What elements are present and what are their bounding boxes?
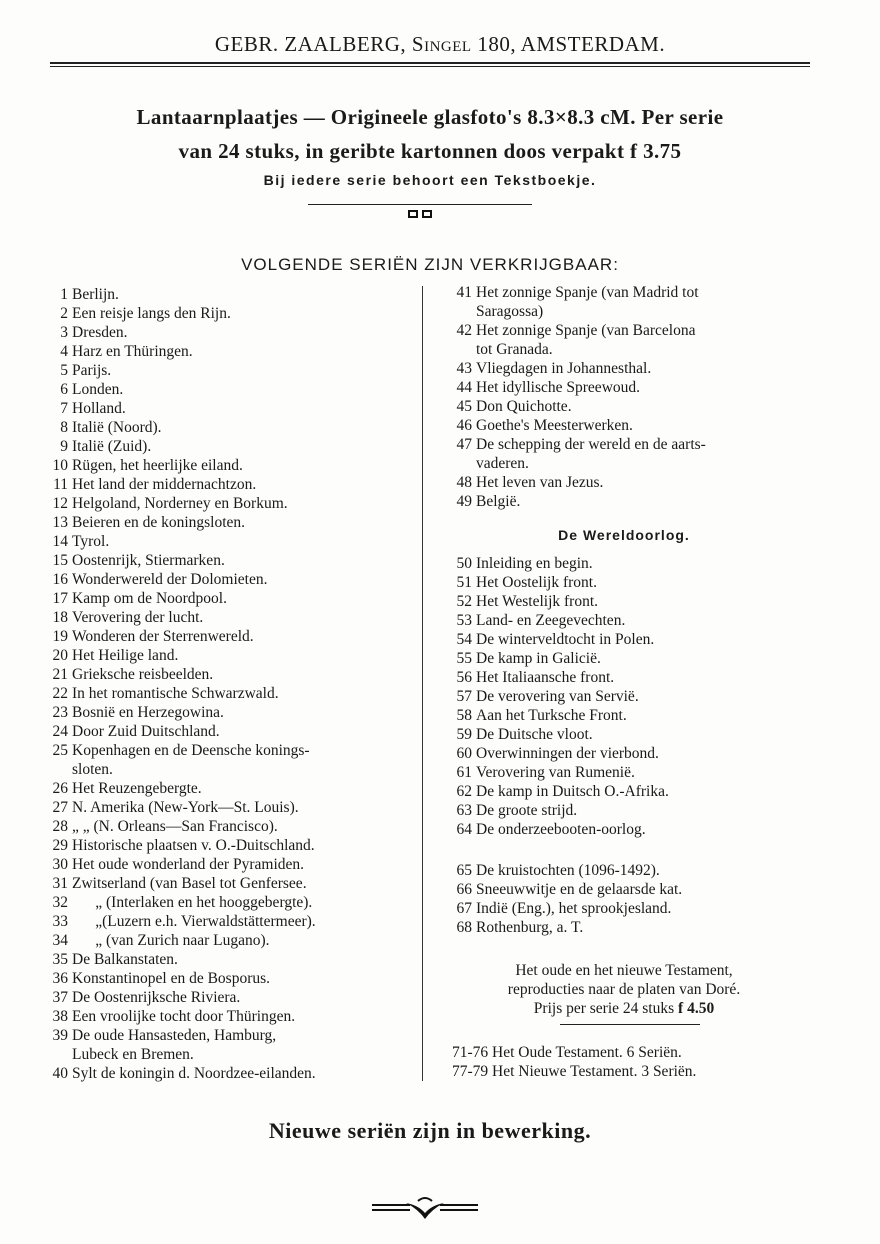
series-title: Rothenburg, a. T.: [476, 919, 584, 936]
series-number: 48: [456, 474, 472, 491]
series-title: Vliegdagen in Johannesthal.: [476, 360, 652, 377]
testament-rule: [560, 1024, 700, 1025]
series-number: 9: [60, 438, 68, 455]
series-number: 40: [52, 1065, 68, 1082]
series-title: De oude Hansasteden, Hamburg,: [72, 1027, 277, 1044]
series-title: Het oude wonderland der Pyramiden.: [72, 856, 305, 873]
series-number: 64: [456, 821, 472, 838]
list-item: [444, 861, 804, 880]
series-title: Overwinningen der vierbond.: [476, 745, 659, 762]
list-item: [40, 741, 410, 760]
series-number: 67: [456, 900, 472, 917]
series-title: Bosnië en Herzegowina.: [72, 704, 224, 721]
series-number: 18: [52, 609, 68, 626]
series-title: België.: [476, 493, 521, 510]
series-number: 1: [60, 286, 68, 303]
list-item: [40, 1064, 410, 1083]
series-number: 63: [456, 802, 472, 819]
series-title: Een vroolijke tocht door Thüringen.: [72, 1008, 296, 1025]
series-title: sloten.: [72, 761, 113, 778]
war-heading: De Wereldoorlog.: [558, 527, 690, 543]
list-item: [444, 473, 804, 492]
list-item: [444, 302, 804, 321]
list-item: [444, 649, 804, 668]
list-item: [444, 592, 804, 611]
list-item: [40, 1007, 410, 1026]
series-title: Dresden.: [72, 324, 128, 341]
subtitle: Bij iedere serie behoort een Tekstboekje.: [263, 172, 597, 188]
list-item: [444, 880, 804, 899]
divider-rule: [308, 204, 532, 205]
list-item: [40, 836, 410, 855]
list-item: [40, 874, 410, 893]
series-number: 30: [52, 856, 68, 873]
list-item: [40, 760, 410, 779]
list-item: [444, 668, 804, 687]
series-number: 43: [456, 360, 472, 377]
series-title: Het zonnige Spanje (van Barcelona: [476, 322, 696, 339]
series-number: 22: [52, 685, 68, 702]
list-item: [40, 969, 410, 988]
series-number: 49: [456, 493, 472, 510]
series-title: De onderzeebooten-oorlog.: [476, 821, 646, 838]
list-item: [444, 397, 804, 416]
series-title: Wonderwereld der Dolomieten.: [72, 571, 268, 588]
list-item: [444, 454, 804, 473]
left-series-list: [40, 285, 410, 1083]
series-number: 31: [52, 875, 68, 892]
series-number: 16: [52, 571, 68, 588]
series-number: [444, 454, 476, 473]
list-item: [40, 931, 410, 950]
series-title: Het leven van Jezus.: [476, 474, 604, 491]
series-title: De kamp in Duitsch O.-Afrika.: [476, 783, 669, 800]
series-title: Het Oostelijk front.: [476, 574, 597, 591]
footer-note: Nieuwe seriën zijn in bewerking.: [268, 1118, 592, 1143]
series-title: Inleiding en begin.: [476, 555, 593, 572]
list-item: [444, 801, 804, 820]
series-number: 21: [52, 666, 68, 683]
header-text-1: GEBR. ZAALBERG,: [214, 32, 412, 56]
series-number: 54: [456, 631, 472, 648]
war-series-list: [444, 554, 804, 839]
series-title: Door Zuid Duitschland.: [72, 723, 220, 740]
series-title: Saragossa): [476, 303, 544, 320]
list-item: [40, 779, 410, 798]
series-title: De kruistochten (1096-1492).: [476, 862, 660, 879]
list-item: [444, 611, 804, 630]
series-number: 66: [456, 881, 472, 898]
series-title: Holland.: [72, 400, 126, 417]
testament-line-1: Het oude en het nieuwe Testament,: [515, 962, 733, 979]
list-item: [444, 554, 804, 573]
series-number: [444, 340, 476, 359]
list-item: [444, 725, 804, 744]
series-number: 11: [53, 476, 68, 493]
header-rule-thin: [50, 66, 810, 67]
series-number: 37: [52, 989, 68, 1006]
series-title: Wonderen der Sterrenwereld.: [72, 628, 254, 645]
series-title: Een reisje langs den Rijn.: [72, 305, 231, 322]
series-title: De winterveldtocht in Polen.: [476, 631, 655, 648]
list-item: [40, 817, 410, 836]
series-number: 47: [456, 436, 472, 453]
list-item: [40, 399, 410, 418]
series-title: Grieksche reisbeelden.: [72, 666, 214, 683]
series-title: Berlijn.: [72, 286, 119, 303]
testament-line-2: reproducties naar de platen van Doré.: [507, 981, 741, 998]
flourish-ornament-icon: [370, 1193, 480, 1223]
series-title: Verovering der lucht.: [72, 609, 204, 626]
series-number: 10: [52, 457, 68, 474]
series-number: 12: [52, 495, 68, 512]
list-item: [40, 570, 410, 589]
series-title: Verovering van Rumenië.: [476, 764, 635, 781]
header-text-3: 180, AMSTERDAM.: [471, 32, 666, 56]
list-item: [444, 782, 804, 801]
title-line-1: Lantaarnplaatjes — Origineele glasfoto's 8.3×8.3 cM. Per serie: [136, 105, 724, 129]
series-title: tot Granada.: [476, 341, 553, 358]
series-number: 33: [52, 913, 68, 930]
list-item: [40, 342, 410, 361]
series-title: De Duitsche vloot.: [476, 726, 593, 743]
list-item: [40, 988, 410, 1007]
series-title: De kamp in Galicië.: [476, 650, 601, 667]
series-number: 2: [60, 305, 68, 322]
series-number: 62: [456, 783, 472, 800]
series-title: Het zonnige Spanje (van Madrid tot: [476, 284, 699, 301]
list-item: [40, 627, 410, 646]
series-title: Kamp om de Noordpool.: [72, 590, 227, 607]
series-number: 3: [60, 324, 68, 341]
square-ornament-icon: [405, 210, 435, 222]
series-number: 23: [52, 704, 68, 721]
list-item: [40, 722, 410, 741]
list-item: [444, 706, 804, 725]
page-header: [50, 32, 830, 57]
list-item: [444, 820, 804, 839]
series-number: 7: [60, 400, 68, 417]
series-number: [40, 1045, 72, 1064]
series-title: Historische plaatsen v. O.-Duitschland.: [72, 837, 315, 854]
series-number: 34: [52, 932, 68, 949]
list-item: [40, 323, 410, 342]
list-item: [40, 285, 410, 304]
series-number: 39: [52, 1027, 68, 1044]
testament-series-2: 77-79 Het Nieuwe Testament. 3 Seriën.: [452, 1063, 697, 1080]
list-item: [40, 1045, 410, 1064]
list-item: [40, 608, 410, 627]
series-title: Het Reuzengebergte.: [72, 780, 202, 797]
list-item: [444, 416, 804, 435]
list-item: [40, 513, 410, 532]
right-series-list: [444, 283, 804, 511]
list-item: [40, 950, 410, 969]
series-title: Indië (Eng.), het sprookjesland.: [476, 900, 672, 917]
list-item: [40, 551, 410, 570]
list-item: [40, 456, 410, 475]
list-item: [444, 573, 804, 592]
title-line-2: van 24 stuks, in geribte kartonnen doos verpakt f 3.75: [178, 139, 682, 163]
list-item: [444, 321, 804, 340]
series-number: 36: [52, 970, 68, 987]
series-title: N. Amerika (New-York—St. Louis).: [72, 799, 299, 816]
series-number: 27: [52, 799, 68, 816]
testament-series: [452, 1043, 804, 1081]
series-title: Don Quichotte.: [476, 398, 572, 415]
series-number: 17: [52, 590, 68, 607]
list-item: [444, 918, 804, 937]
list-item: [40, 380, 410, 399]
series-number: 6: [60, 381, 68, 398]
series-number: 32: [52, 894, 68, 911]
list-item: [40, 589, 410, 608]
list-item: [40, 494, 410, 513]
page-title: [40, 100, 820, 168]
series-number: 44: [456, 379, 472, 396]
series-number: 4: [60, 343, 68, 360]
series-title: Sylt de koningin d. Noordzee-eilanden.: [72, 1065, 316, 1082]
series-number: 59: [456, 726, 472, 743]
list-item: [40, 893, 410, 912]
series-title: Goethe's Meesterwerken.: [476, 417, 633, 434]
series-number: 15: [52, 552, 68, 569]
series-title: Het Heilige land.: [72, 647, 179, 664]
list-item: [40, 684, 410, 703]
series-number: 24: [52, 723, 68, 740]
series-number: 52: [456, 593, 472, 610]
series-title: Het Westelijk front.: [476, 593, 599, 610]
series-number: 35: [52, 951, 68, 968]
series-number: 50: [456, 555, 472, 572]
series-title: Lubeck en Bremen.: [72, 1046, 194, 1063]
series-title: Beieren en de koningsloten.: [72, 514, 246, 531]
list-item: [444, 340, 804, 359]
series-number: 20: [52, 647, 68, 664]
series-number: 38: [52, 1008, 68, 1025]
series-number: 29: [52, 837, 68, 854]
series-title: De groote strijd.: [476, 802, 578, 819]
series-number: 14: [52, 533, 68, 550]
series-number: 65: [456, 862, 472, 879]
list-item: [40, 304, 410, 323]
series-title: „(Luzern e.h. Vierwaldstättermeer).: [72, 913, 316, 930]
list-item: [40, 665, 410, 684]
header-rule-thick: [50, 62, 810, 64]
header-text-2: Singel: [411, 32, 472, 56]
series-number: 68: [456, 919, 472, 936]
series-title: Londen.: [72, 381, 124, 398]
list-item: [40, 646, 410, 665]
list-item: [444, 744, 804, 763]
list-item: [444, 687, 804, 706]
testament-series-1: 71-76 Het Oude Testament. 6 Seriën.: [452, 1044, 682, 1061]
column-divider: [422, 286, 423, 1081]
series-title: De verovering van Servië.: [476, 688, 639, 705]
series-number: 41: [456, 284, 472, 301]
series-title: Konstantinopel en de Bosporus.: [72, 970, 271, 987]
list-item: [40, 532, 410, 551]
list-item: [444, 378, 804, 397]
series-title: Land- en Zeegevechten.: [476, 612, 626, 629]
series-title: „ „ (N. Orleans—San Francisco).: [72, 818, 278, 835]
testament-block: [444, 961, 804, 1018]
list-item: [444, 492, 804, 511]
series-title: Parijs.: [72, 362, 112, 379]
series-number: 60: [456, 745, 472, 762]
series-number: [444, 302, 476, 321]
series-number: 45: [456, 398, 472, 415]
series-title: De schepping der wereld en de aarts-: [476, 436, 706, 453]
series-number: 8: [60, 419, 68, 436]
series-title: vaderen.: [476, 455, 529, 472]
series-title: Sneeuwwitje en de gelaarsde kat.: [476, 881, 683, 898]
list-item: [40, 855, 410, 874]
series-number: 26: [52, 780, 68, 797]
list-item: [444, 283, 804, 302]
list-item: [40, 798, 410, 817]
series-title: „ (Interlaken en het hooggebergte).: [72, 894, 313, 911]
series-title: De Balkanstaten.: [72, 951, 178, 968]
series-number: 19: [52, 628, 68, 645]
series-number: 51: [456, 574, 472, 591]
series-number: 5: [60, 362, 68, 379]
available-heading: VOLGENDE SERIËN ZIJN VERKRIJGBAAR:: [241, 255, 619, 274]
series-number: 42: [456, 322, 472, 339]
list-item: [40, 418, 410, 437]
list-item: [40, 475, 410, 494]
series-title: Kopenhagen en de Deensche konings-: [72, 742, 310, 759]
series-number: 25: [52, 742, 68, 759]
list-item: [40, 1026, 410, 1045]
series-title: Tyrol.: [72, 533, 110, 550]
series-title: Het Italiaansche front.: [476, 669, 615, 686]
series-title: „ (van Zurich naar Lugano).: [72, 932, 270, 949]
series-title: Rügen, het heerlijke eiland.: [72, 457, 243, 474]
list-item: [444, 435, 804, 454]
series-title: De Oostenrijksche Riviera.: [72, 989, 241, 1006]
series-number: 61: [456, 764, 472, 781]
list-item: [444, 630, 804, 649]
series-title: Het land der middernachtzon.: [72, 476, 257, 493]
list-item: [40, 361, 410, 380]
series-title: Oostenrijk, Stiermarken.: [72, 552, 225, 569]
series-title: Zwitserland (van Basel tot Genfersee.: [72, 875, 307, 892]
series-title: Harz en Thüringen.: [72, 343, 193, 360]
list-item: [40, 912, 410, 931]
list-item: [444, 359, 804, 378]
series-number: 13: [52, 514, 68, 531]
series-number: 46: [456, 417, 472, 434]
series-title: Italië (Zuid).: [72, 438, 152, 455]
list-item: [444, 899, 804, 918]
series-title: Het idyllische Spreewoud.: [476, 379, 641, 396]
testament-price: f 4.50: [678, 1000, 715, 1017]
testament-line-3: Prijs per serie 24 stuks: [533, 1000, 679, 1017]
list-item: [40, 703, 410, 722]
series-number: 28: [52, 818, 68, 835]
series-title: In het romantische Schwarzwald.: [72, 685, 279, 702]
series-title: Italië (Noord).: [72, 419, 162, 436]
other-series-list: [444, 861, 804, 937]
series-number: [40, 760, 72, 779]
series-title: Helgoland, Norderney en Borkum.: [72, 495, 288, 512]
series-number: 53: [456, 612, 472, 629]
series-number: 56: [456, 669, 472, 686]
series-number: 57: [456, 688, 472, 705]
series-number: 55: [456, 650, 472, 667]
series-title: Aan het Turksche Front.: [476, 707, 627, 724]
list-item: [444, 763, 804, 782]
series-number: 58: [456, 707, 472, 724]
list-item: [40, 437, 410, 456]
